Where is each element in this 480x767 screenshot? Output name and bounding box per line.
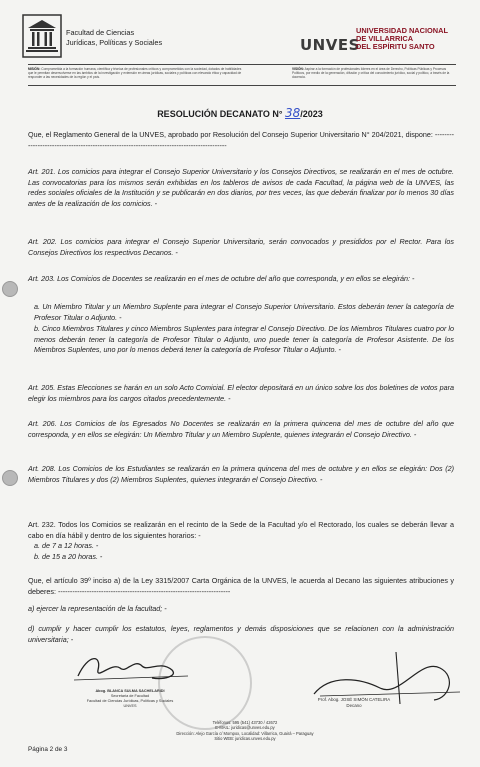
vision-block <box>292 67 456 79</box>
article-203-item-b: b. Cinco Miembros Titulares y cinco Miembros Suplentes para integrar el Consejo Directivo. De los Miembros Titulares cuatro por lo menos deberán tener la categoría de Profesor Titular o Adjunto, uno puede tener la categoría de Profesor Asistente. De los Miembros Suplentes, uno por lo menos deberá tener la categoría de Profesor Titular o Adjunto. - <box>34 324 454 355</box>
article-208: Art. 208. Los Comicios de los Estudiantes se realizarán en la primera quincena del mes de octubre y en ellos se elegirán: Dos (2) Miembros Titulares y dos (2) Miembros Suplentes, quienes integrarán el Consejo Directivo. - <box>28 464 454 484</box>
mission-rule <box>28 85 456 86</box>
faculty-name-line1: Facultad de Ciencias <box>66 28 135 37</box>
article-232-item-b: b. de 15 a 20 horas. - <box>34 552 103 561</box>
article-203: Art. 203. Los Comicios de Docentes se realizarán en el mes de octubre del año que corresponda, y en ellos se elegirán: - <box>28 274 415 283</box>
article-232-item-a: a. de 7 a 12 horas. - <box>34 541 99 550</box>
secretary-signature <box>68 650 198 686</box>
intro-paragraph: Que, el Reglamento General de la UNVES, aprobado por Resolución del Consejo Superior Universitario N° 204/2021, dispone: ------------------------------------------------------------------------------------------- <box>28 130 454 150</box>
resolution-number: 38 <box>284 106 301 120</box>
faculty-name-line2: Jurídicas, Políticas y Sociales <box>66 38 163 47</box>
mission-block <box>28 67 242 79</box>
resolution-year: /2023 <box>300 109 323 119</box>
punch-hole-bottom <box>2 470 18 486</box>
article-203-item-a: a. Un Miembro Titular y un Miembro Suplente para integrar el Consejo Superior Universitario. Estos deberán tener la categoría de Profesor Titular o Adjunto. - <box>34 302 454 322</box>
dean-role: Decano <box>346 702 362 708</box>
article-201: Art. 201. Los comicios para integrar el Consejo Superior Universitario y los Consejos Directivos, se realizarán en el mes de octubre. Las convocatorias para los mismos serán exhibidas en los tableros de avisos de cada Facultad, la página web de la UNVES, las redes sociales oficiales de la Institución y se publicarán en dos diarios, por tres veces, las que deberán finalizar por lo menos 30 días antes de la realización de los comicios. - <box>28 167 454 208</box>
resolution-title <box>0 106 480 120</box>
university-name-line2: DE VILLARRICA <box>356 34 414 43</box>
vision-text: Aspirar a la formación de profesionales líderes en el área de Derecho, Políticas Públicas y Procesos Políticos, por medio de la generación, difusión y crítica del conocimiento jurídico, social y político, a través de la docencia. <box>292 67 450 79</box>
footer-website: Sitio WEB: juridicas.unves.edu.py <box>214 736 276 742</box>
secretary-role: Secretaria de Facultad <box>110 694 150 698</box>
article-206: Art. 206. Los Comicios de los Egresados No Docentes se realizarán en la primera quincena del mes de octubre del año que corresponda, y en ellos se elegirán: Un Miembro Titular y un Miembro Suplente, quienes integrarán el Consejo Directivo. - <box>28 419 454 439</box>
dean-signer <box>306 697 402 708</box>
page-number: Página 2 de 3 <box>28 746 68 753</box>
header-rule <box>28 64 456 65</box>
university-name-line3: DEL ESPÍRITU SANTO <box>356 42 435 51</box>
article-232: Art. 232. Todos los Comicios se realizarán en el recinto de la Sede de la Facultad y/o el Rectorado, los cuales se deberán llevar a cabo en día hábil y dentro de los siguientes horarios: - <box>28 520 454 540</box>
mission-text: Comprometida a la formación humana, científica y técnica de profesionales críticos y comprometidos con la sociedad, dotados de habilidades que le permitan desenvolverse en las ámbitos de la investigación y extensión en áreas jurídicas, sociales y políticas con elevando ética y capacidad de responder a las necesidades de la región y el país. <box>28 67 242 79</box>
footer-email: E-MAIL: juridicas@unves.edu.py <box>215 725 275 731</box>
secretary-university: UNVES <box>123 704 137 708</box>
footer-phone: Teléfonos: 595 (541) 43730 / 42672 <box>212 720 278 725</box>
unves-logo: UNVES <box>300 36 360 54</box>
resolution-title-prefix: RESOLUCIÓN DECANATO N° <box>157 109 283 119</box>
university-name-line1: UNIVERSIDAD NACIONAL <box>356 26 448 35</box>
university-name <box>356 27 448 51</box>
footer-contact <box>150 720 340 742</box>
secretary-signer <box>78 689 182 709</box>
mission-label: MISIÓN: <box>28 67 41 71</box>
secretary-name: Abog. BLANCA SULMA SACHELARIDI <box>95 689 165 693</box>
faculty-name <box>66 28 162 48</box>
law-item-a: a) ejercer la representación de la facultad; - <box>28 604 167 613</box>
dean-name: Prof. Abog. JOSÉ SIMÓN CATELIRA <box>317 697 391 702</box>
law-item-d: d) cumplir y hacer cumplir los estatutos, leyes, reglamentos y demás disposiciones que se relacionen con la administración universitaria; - <box>28 624 454 644</box>
footer-address: Dirección: Alejo García c/ Mompox, Localidad: Villarrica, Guairá – Paraguay <box>176 730 314 736</box>
letterhead <box>22 10 462 62</box>
article-205: Art. 205. Estas Elecciones se harán en un solo Acto Comicial. El elector depositará en un único sobre los dos boletines de votos para elegir los miembros para los cargos citados precedentemente. - <box>28 383 454 403</box>
article-202: Art. 202. Los comicios para integrar el Consejo Superior Universitario, serán convocados y presididos por el Rector. Para los Consejos Directivos los respectivos Decanos. - <box>28 237 454 257</box>
faculty-temple-logo <box>22 14 62 58</box>
law-paragraph: Que, el artículo 39º inciso a) de la Ley 3315/2007 Carta Orgánica de la UNVES, le acuerda al Decano las siguientes atribuciones y deberes: ------------------------------------------------------------------------ <box>28 576 454 596</box>
punch-hole-top <box>2 281 18 297</box>
secretary-faculty: Facultad de Ciencias Jurídicas, Políticas y Sociales <box>86 699 174 703</box>
vision-label: VISIÓN: <box>292 67 304 71</box>
